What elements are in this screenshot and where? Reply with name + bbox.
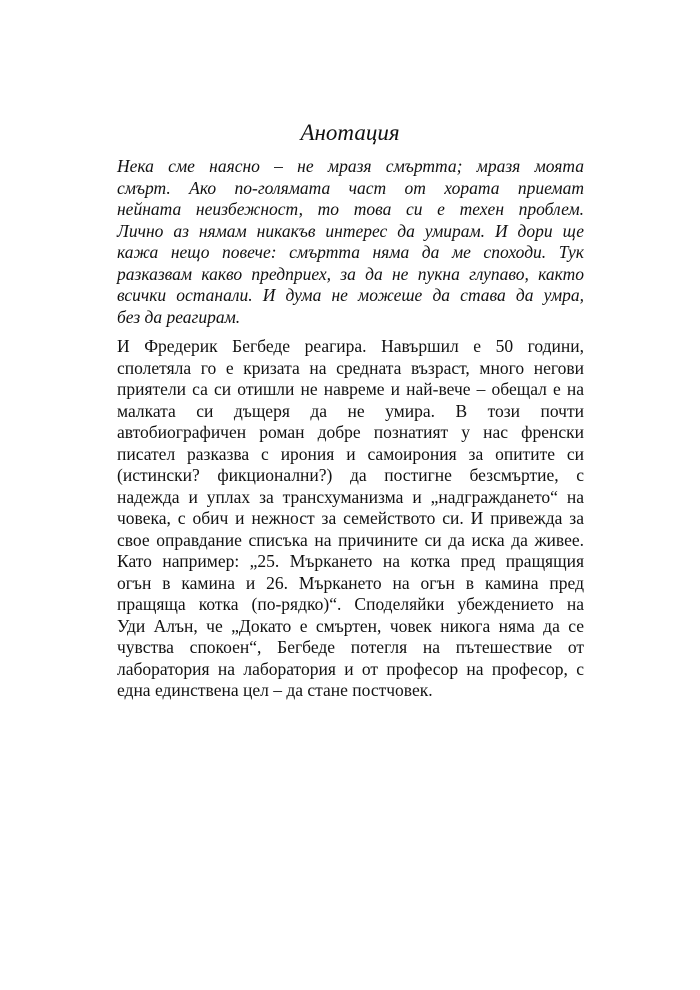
epigraph-line: нейната неизбежност, то това си е техен проблем. (117, 199, 584, 219)
body-line: пращяща котка (по-рядко)“. Споделяйки убеждението на (117, 594, 584, 614)
body-line: лаборатория на лаборатория и от професор на професор, с (117, 658, 584, 679)
body-line: автобиографичен роман добре познатият у нас френски (117, 422, 584, 442)
body-line: надежда и уплах за трансхуманизма и „надграждането“ на (117, 486, 584, 507)
epigraph-line: кажа нещо повече: смъртта няма да ме споходи. Тук (117, 242, 584, 262)
body-line: Уди Алън, че „Докато е смъртен, човек никога няма да се (117, 615, 584, 636)
epigraph-line: без да реагирам. (117, 306, 241, 327)
page-title: Анотация (300, 120, 400, 145)
body-line: И Фредерик Бегбеде реагира. Навършил е 50 години, (117, 336, 584, 356)
epigraph-line: всички останали. И дума не можеше да става да умра, (117, 285, 584, 305)
epigraph-line: Лично аз нямам никакъв интерес да умирам. И дори ще (117, 220, 584, 241)
body-line: една единствена цел – да стане постчовек. (117, 680, 433, 700)
body-line: писател разказва с ирония и самоирония за опитите си (117, 443, 584, 464)
body-line: човека, с обич и нежност за семейството си. И привежда за (117, 508, 584, 528)
epigraph-line: смърт. Ако по-голямата част от хората приемат (117, 177, 584, 198)
body-line: свое оправдание списъка на причините си да иска да живее. (117, 529, 584, 550)
body-paragraph (117, 336, 584, 702)
body-line: чувства спокоен“, Бегбеде потегля на пътешествие от (117, 637, 584, 657)
body-line: сполетяла го е кризата на средната възраст, много негови (117, 357, 584, 378)
epigraph-line: Нека сме наясно – не мразя смъртта; мразя моята (117, 156, 584, 176)
body-line: приятели са си отишли не навреме и най-вече – обещал е на (117, 379, 584, 399)
body-line: (истински? фикционални?) да постигне безсмъртие, с (117, 465, 584, 485)
epigraph-paragraph (117, 156, 584, 328)
epigraph-line: разказвам какво предприех, за да не пукна глупаво, както (117, 263, 584, 284)
body-line: огън в камина и 26. Мъркането на огън в камина пред (117, 572, 584, 593)
body-line: малката си дъщеря да не умира. В този почти (117, 400, 584, 421)
body-line: Като например: „25. Мъркането на котка пред пращящия (117, 551, 584, 571)
